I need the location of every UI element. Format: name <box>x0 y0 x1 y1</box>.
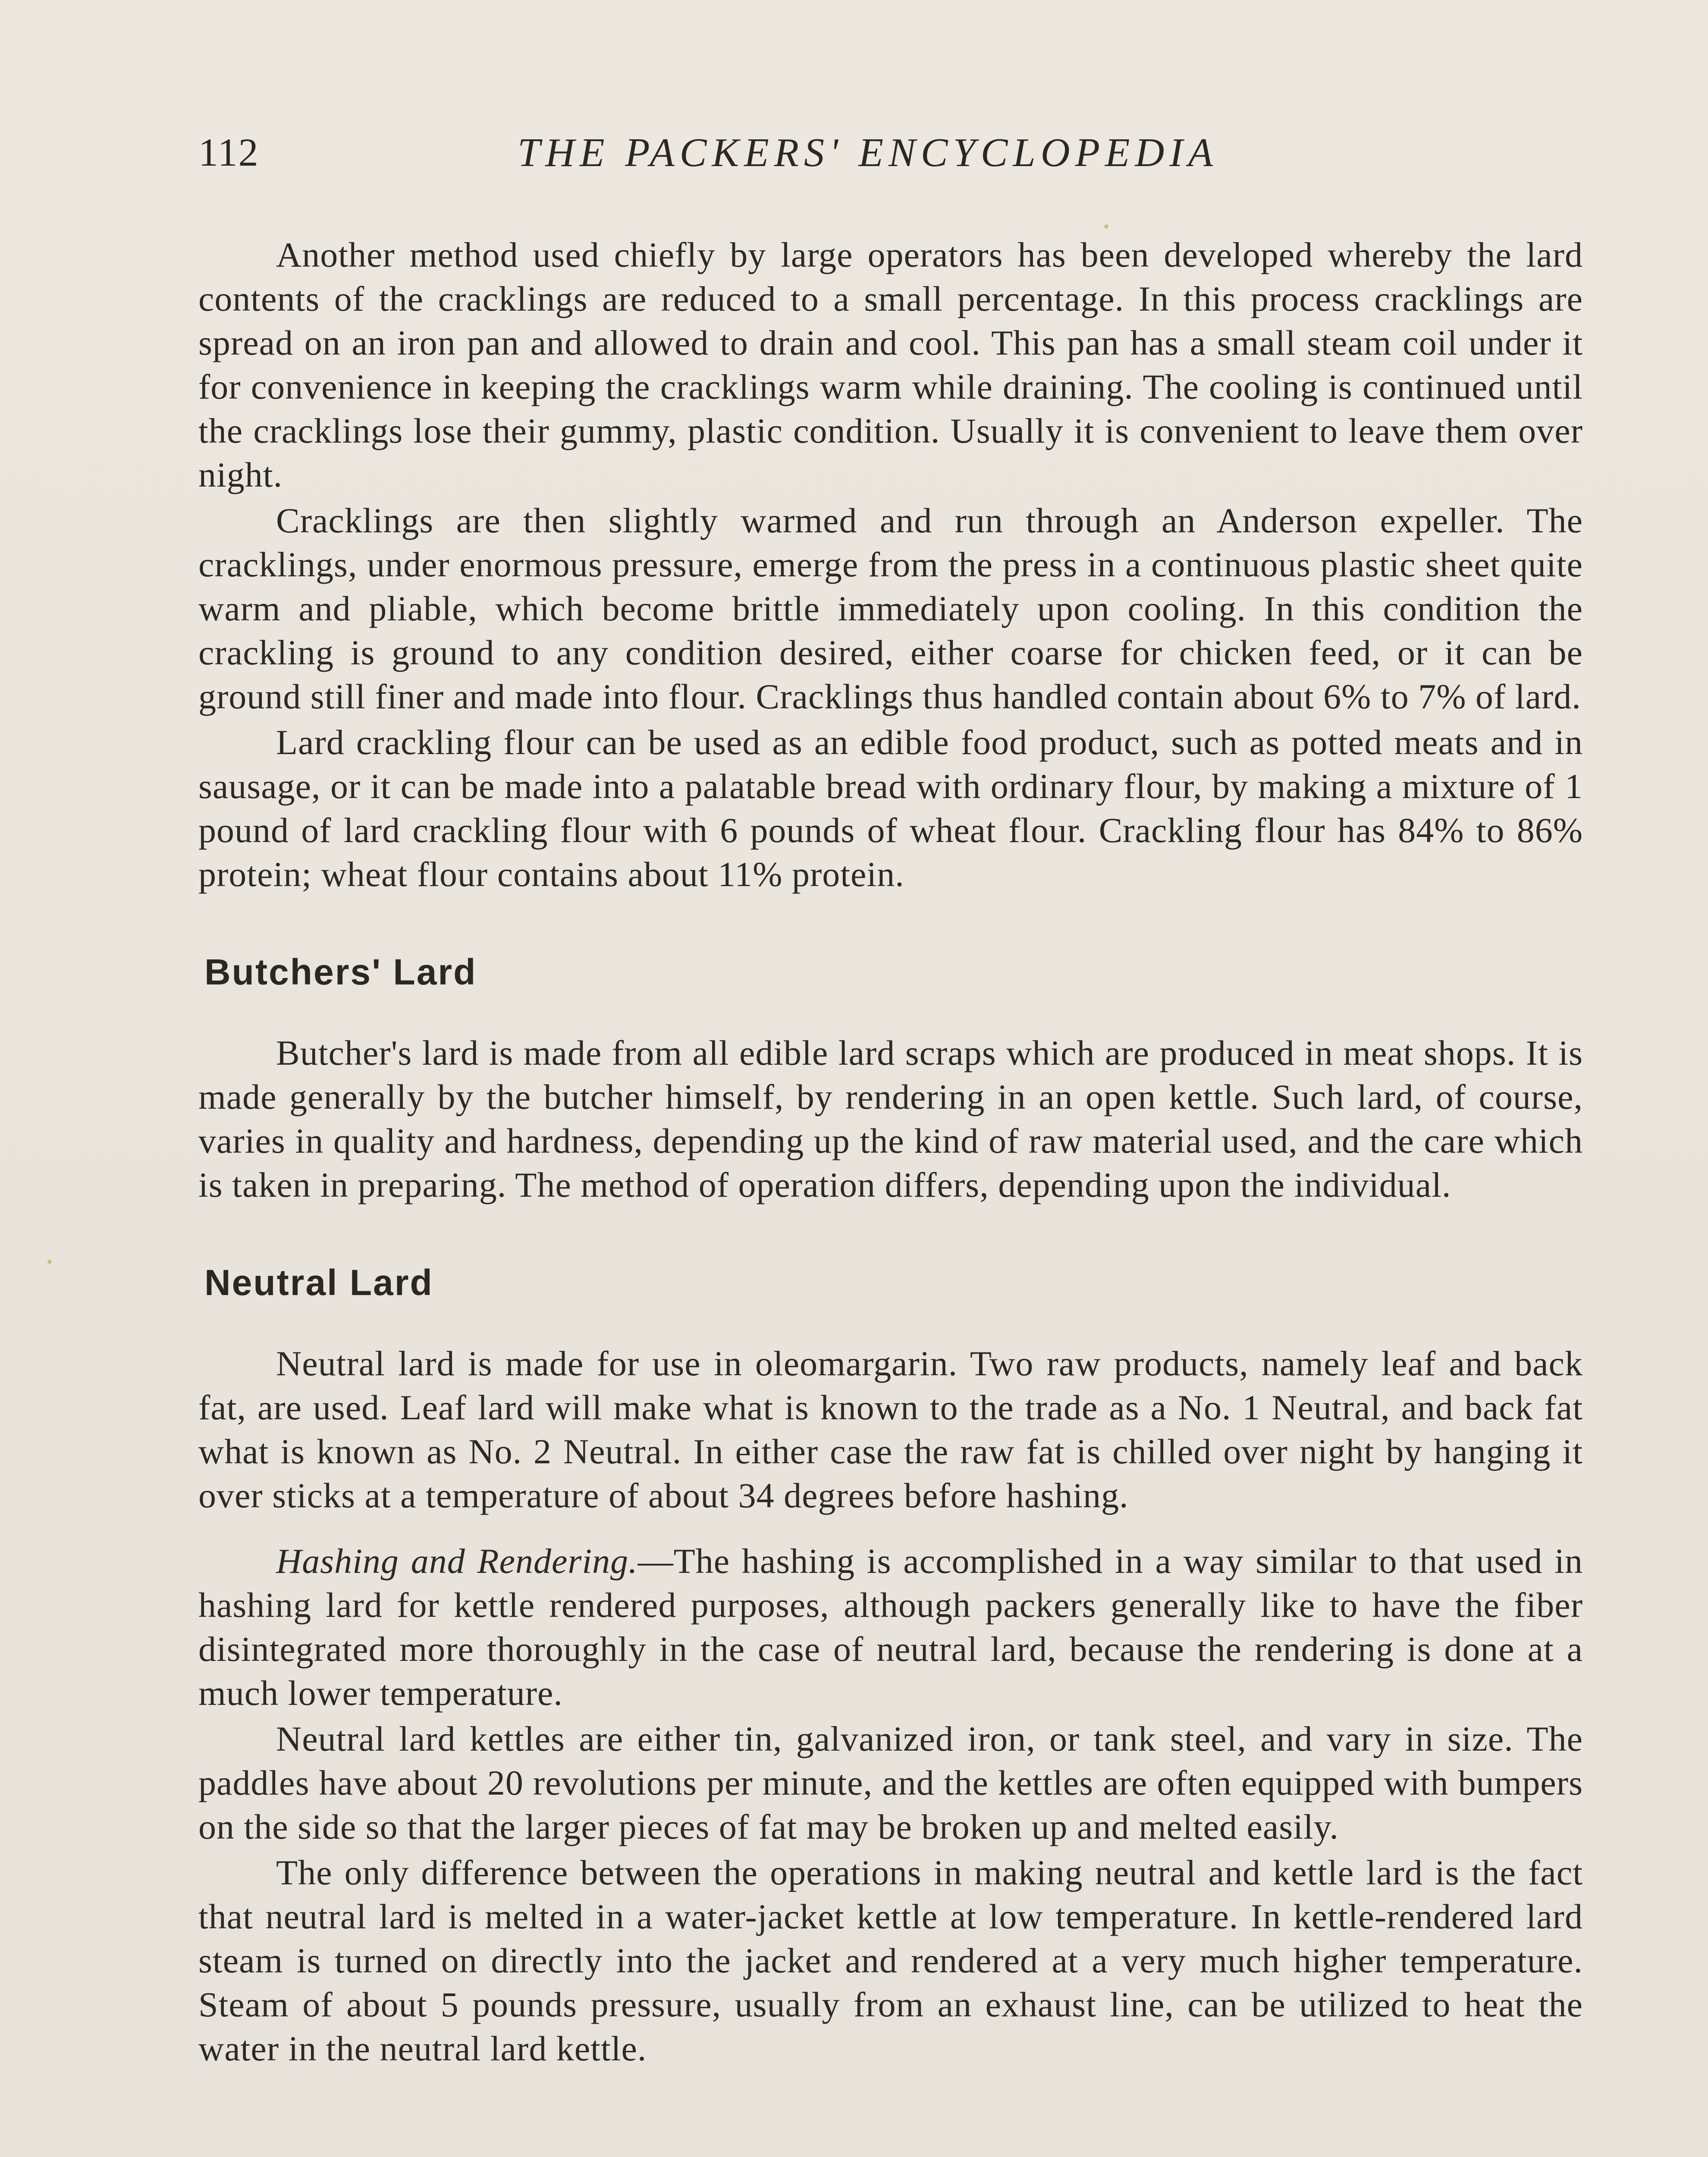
paragraph-gap <box>198 1518 1583 1539</box>
paragraph-cracklings-method: Another method used chiefly by large operators has been developed whereby the lard contents of the cracklings are reduced to a small percentage. In this process cracklings are spread on an iron pan and allowed to drain and cool. This pan has a small steam coil under it for convenience in keeping the cracklings warm while draining. The cooling is continued until the cracklings lose their gummy, plastic condition. Usually it is convenient to leave them over night. <box>198 235 1583 494</box>
paragraph-anderson-expeller: Cracklings are then slightly warmed and run through an Anderson expeller. The cracklings, under enormous pressure, emerge from the press in a continuous plastic sheet quite warm and pliable, which become brittle immediately upon cooling. In this condition the crackling is ground to any condition desired, either coarse for chicken feed, or it can be ground still finer and made into flour. Cracklings thus handled contain about 6% to 7% of lard. <box>198 501 1583 716</box>
paragraph-kettles: Neutral lard kettles are either tin, galvanized iron, or tank steel, and vary in size. The paddles have about 20 revolutions per minute, and the kettles are often equipped with bumpers on the side so that the larger pieces of fat may be broken up and melted easily. <box>198 1719 1583 1846</box>
running-head: THE PACKERS' ENCYCLOPEDIA <box>518 130 1218 175</box>
hashing-rendering-lead: Hashing and Rendering. <box>276 1541 638 1581</box>
paragraph-operations-difference: The only difference between the operations in making neutral and kettle lard is the fact that neutral lard is melted in a water-jacket kettle at low temperature. In kettle-rendered lard steam is turned on directly into the jacket and rendered at a very much higher temperature. Steam of about 5 pounds pressure, usually from an exhaust line, can be utilized to heat the water in the neutral lard kettle. <box>198 1853 1583 2068</box>
paper-speck <box>1104 224 1108 229</box>
paper-speck <box>47 1260 52 1264</box>
body-text <box>198 233 1583 2071</box>
hashing-rendering-text: —The hashing is accomplished in a way similar to that used in hashing lard for kettle rendered purposes, although packers generally like to have the fiber disintegrated more thoroughly in the case of neutral lard, because the rendering is done at a much lower temperature. <box>198 1541 1583 1713</box>
paragraph-butchers-lard: Butcher's lard is made from all edible lard scraps which are produced in meat shops. It is made generally by the butcher himself, by rendering in an open kettle. Such lard, of course, varies in quality and hardness, depending up the kind of raw material used, and the care which is taken in preparing. The method of operation differs, depending upon the individual. <box>198 1033 1583 1204</box>
paragraph-hashing-rendering <box>198 1539 1583 1715</box>
heading-neutral-lard: Neutral Lard <box>204 1262 433 1303</box>
page-header <box>198 125 1587 190</box>
heading-butchers-lard: Butchers' Lard <box>204 952 477 992</box>
paragraph-crackling-flour: Lard crackling flour can be used as an edible food product, such as potted meats and in sausage, or it can be made into a palatable bread with ordinary flour, by making a mixture of 1 pound of lard crackling flour with 6 pounds of wheat flour. Crackling flour has 84% to 86% protein; wheat flour contains about 11% protein. <box>198 723 1583 894</box>
page-number: 112 <box>198 130 259 174</box>
paragraph-neutral-lard: Neutral lard is made for use in oleomargarin. Two raw products, namely leaf and back fat, are used. Leaf lard will make what is known to the trade as a No. 1 Neutral, and back fat what is known as No. 2 Neutral. In either case the raw fat is chilled over night by hanging it over sticks at a temperature of about 34 degrees before hashing. <box>198 1344 1583 1515</box>
